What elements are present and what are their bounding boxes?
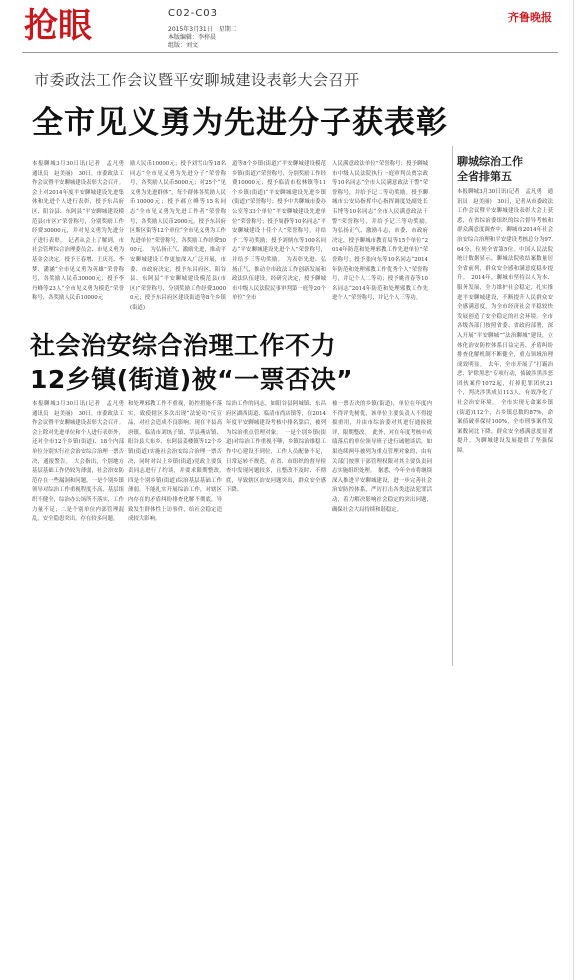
sidebar-body: 本报聊城3月30日讯(记者 孟凡勇 通讯员 赵美丽) 30日，记者从市委政法工作会议暨平安聊城建设表彰大会上获悉，在省综治委组织的综合督导考核和群众满意度调查中，聊城市2014年社会治安综合治理和平安建设考核总分为97.64分，位列全省第5位。中国人民法院统计数据显示，聊城法院收结案数量居全省前列，群众安全感和满意度稳步提升。 2014年，聊城市坚持以人为本、服务发展，全力维护社会稳定，扎实推进平安聊城建设，不断提升人民群众安全感满意度，为全市经济社会平稳较快发展创造了安全稳定的社会环境。全市各级各部门按照省委、省政府部署，深入开展“平安聊城”“法治聊城”建设，立体化治安防控体系日益完善，矛盾纠纷排查化解机制不断健全，重点领域治理成效明显。 去年，全市开展了“打霸治恶、铲除黑恶”专项行动，侦破涉黑涉恶团伙案件1072起，打掉犯罪团伙21个，判决涉黑成员113人，有效净化了社会治安环境。 全市实现无命案乡镇(街道)112个，占乡镇总数的87%，命案侦破率保持100%，全市刑事案件发案数同比下降，群众安全感满意度显著提升，为聊城建设发展提供了坚强保障。 — [457, 189, 553, 455]
lead-kicker: 市委政法工作会议暨平安聊城建设表彰大会召开 — [34, 71, 360, 89]
lead-column-2: 励人民币10000元；授予刘雪山等18名同志“全市见义勇为先进分子”荣誉称号，各奖励人民币5000元；对25个“见义勇为先进群体”，每个群体各奖励人民币10000元；授予郝立峰等15名同志“全市见义勇为先进工作者”荣誉称号，各奖励人民币2000元。授予东昌府区斯区街等12个单位“全市见义勇为工作先进单位”荣誉称号，各奖励工作经费5000元。 为弘扬正气、激励先进，推动平安聊城建设工作更加深入广泛开展，市委、市政府决定，授予东昌府区、阳谷县、东阿县“平安聊城建设模范县(市区)”荣誉称号，分别奖励工作经费30000元；授予东昌府区建设街道等8个乡镇(街道) — [130, 161, 226, 311]
header-divider — [22, 52, 558, 53]
newspaper-name: 齐鲁晚报 — [508, 11, 552, 24]
lead-column-3: 道等8个乡镇(街道)“平安聊城建设模范乡镇(街道)”荣誉称号，分别奖励工作经费10000元；授予临清市松林镇等11个乡镇(街道)“平安聊城建设先进乡镇(街道)”荣誉称号；授予中共聊城市委办公室等33个单位“平安聊城建设先进单位”荣誉称号；授予周静等10名同志“平安聊城建设十佳个人”荣誉称号，并给予二等功奖励；授予刘炳东等100名同志“平安聊城建设先进个人”荣誉称号，并给予三等功奖励。 为表彰先进、弘扬正气，推动全市政法工作创新发展和政法队伍建设，经研究决定，授予聊城市中级人民法院民事审判第一庭等20个单位“全市 — [232, 161, 326, 302]
proof-line: 组版：刘文 — [168, 42, 199, 49]
page-edge — [573, 0, 574, 980]
sidebar-divider — [452, 146, 453, 666]
section-logo — [22, 4, 142, 44]
second-column-1: 本报聊城3月30日讯(记者 孟凡勇 通讯员 赵美丽) 30日，市委政法工作会议暨平安聊城建设表彰大会召开。会上除对先进单位和个人进行表彰外，还对全市12个乡镇(街道)、18个内部单位分别实行社会治安综合治理一票否决，通报警告。 大会指出，个别地方基层基础工作仍较为薄弱，社会治安防范存在一些漏洞和问题，一是个别乡镇领导对综治工作重视程度不高，基层组织不健全，综治办公场所不落实，工作力量不足；二是个别单位内部管理混乱，安全隐患突出，存在较多问题。 — [32, 401, 130, 523]
sidebar-title-line2: 全省排第五 — [457, 170, 512, 183]
date-line: 2015年3月31日 星期二 — [168, 26, 237, 33]
second-column-2: 和处理邪教工作不重视，防控措施不落实，致使辖区多次出现“法轮功”反宣品，对社会造成不良影响。现在平县高唐镇、临清市刘垓子镇、莘县燕店镇、阳谷县大布乡、东阿县姜楼镇等12个乡镇(街道)实施社会治安综合治理一票否决，同时对以上乡镇(街道)党政主要负责同志进行了约谈，并要求限期整改。 四是个别乡镇(街道)综治基层基础工作薄弱，不能扎实开展综治工作，对辖区内存在的矛盾纠纷排查化解不彻底，导致发生群体性上访事件，给社会稳定造成较大影响。 — [128, 401, 228, 523]
lead-headline: 全市见义勇为先进分子获表彰 — [32, 105, 448, 141]
second-column-3: 综治工作的同志，如阳谷县阿城镇、东昌府区湖西街道、临清市尚店镇等，在2014年度平安聊城建设考核中排名靠后，被列为综治重点管理对象。 一是个别乡镇(街道)对综治工作重视不够，乡镇综治维稳工作中心建设不到位，工作人员配备不足，日常运转不规范，在省、市组织的督导检查中发现问题较多，且整改不及时、不彻底，导致辖区治安问题突出，群众安全感下降。 — [226, 401, 326, 494]
second-column-4: 被一票否决的乡镇(街道)，单位在年度内不得评先树优，该单位主要负责人不得提拔重用，并由市综治委对其进行通报批评，限期整改。 此外，对在年度考核中成绩落后的单位领导班子进行诫勉谈话，如果连续两年被列为重点管理对象的，由有关部门按照干部管理权限对其主要负责同志实施组织处理。 据悉，今年全市将继续深入推进平安聊城建设，进一步完善社会治安防控体系，严厉打击各类违法犯罪活动，着力解决影响社会稳定的突出问题，确保社会大局持续和谐稳定。 — [332, 401, 432, 513]
sidebar-title-line1: 聊城综治工作 — [457, 155, 523, 168]
lead-column-4: 人民满意政法单位”荣誉称号；授予聊城市中级人民法院执行一庭审判员贾宗政等10名同志“全市人民满意政法干警”荣誉称号，并给予记二等功奖励。授予聊城市公安局指挥中心指挥调度处副处长韦博等10名同志“全市人民满意政法干警”荣誉称号，并给予记三等功奖励。 为弘扬正气、激励斗志，市委、市政府决定，授予聊城市教育局等15个单位“2014年防范和处理邪教工作先进单位”荣誉称号；授予张向东等10名同志“2014年防范和处理邪教工作优秀个人”荣誉称号，并记个人二等功；授予姚青春等10名同志“2014年防范和处理邪教工作先进个人”荣誉称号，并记个人三等功。 — [332, 161, 434, 302]
second-headline-line2: 12乡镇(街道)被“一票否决” — [30, 365, 354, 394]
lead-column-1: 本报聊城3月30日讯(记者 孟凡勇 通讯员 赵美丽) 30日，市委政法工作会议暨平安聊城建设表彰大会召开。会上对2014年度平安聊城建设先进集体和先进个人进行表彰，授予东昌府区、阳谷县、东阿县“平安聊城建设模范县(市区)”荣誉称号，分别奖励工作经费30000元，并对见义勇为先进分子进行表彰。 记者从会上了解到，市社会管理综合治理委员会、市见义勇为基金会决定，授予王春增、王庆亮、李梦、潘涵“全市见义勇为英雄”荣誉称号，各奖励人民币30000元；授予李丹峰等23人“全市见义勇为模范”荣誉称号，各奖励人民币10000元 — [32, 161, 130, 302]
section-logo-text: 抢眼 — [24, 6, 92, 46]
editor-line: 本版编辑：李梓晨 — [168, 34, 217, 41]
page-code: C02-C03 — [168, 8, 219, 19]
second-headline-line1: 社会治安综合治理工作不力 — [30, 331, 337, 360]
